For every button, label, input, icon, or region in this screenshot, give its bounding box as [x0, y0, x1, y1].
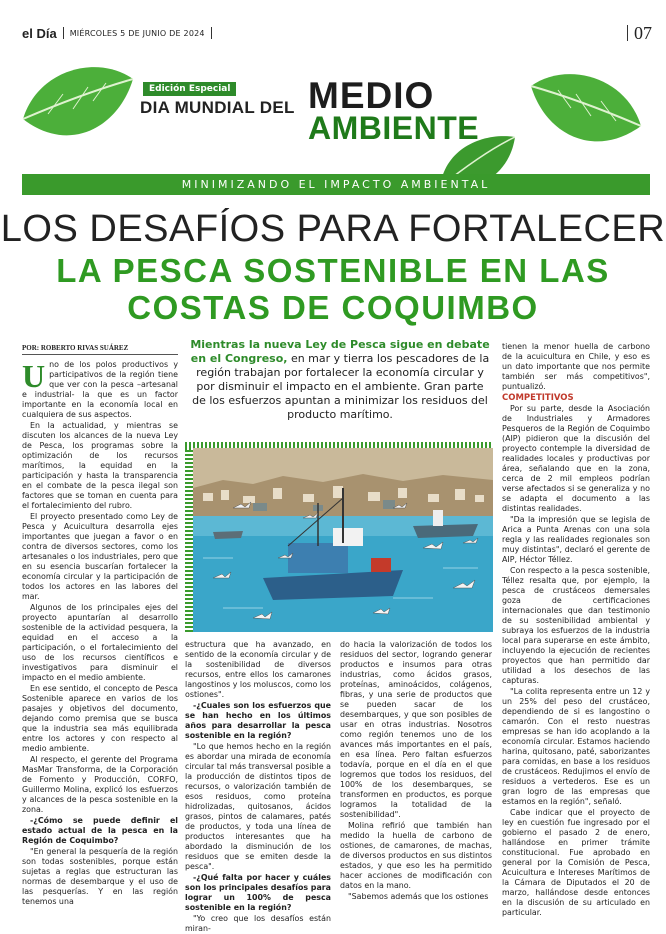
paragraph: "Lo que hemos hecho en la región es abordar una mirada de economía circular tal más transversal posible a la producción de distintos tipos de recursos, o valorización también de esos residuos, como proteína hidrolizadas, quitosanos, ácidos grasos, pintos de calamares, patés de productos, y toda una línea de productos interesantes que ha abordado la disminución de los residuos que se emiten desde la pesca". [185, 742, 331, 871]
interview-question: -¿Qué falta por hacer y cuáles son los principales desafíos para lograr un 100% de pesca sostenible en la región? [185, 873, 331, 912]
issue-date: MIÉRCOLES 5 DE JUNIO DE 2024 [69, 28, 205, 38]
article-lead [190, 338, 490, 422]
headline-line-1: LOS DESAFÍOS PARA FORTALECER [0, 208, 666, 250]
headline-line-3: COSTAS DE COQUIMBO [127, 289, 539, 326]
paragraph: "La colita representa entre un 12 y un 25% del peso del crustáceo, dependiendo de si es langostino o camarón. Con el resto nuestras empresas se han ido acoplando a la economía circular. Estamos haciendo harina, quitosano, paté, saborizantes para comidas, en base a los residuos de crustáceos. Redujimos el envío de residuos a vertederos. Ese es un gran logro de las empresas que estamos en la región", señaló. [502, 687, 650, 806]
page-header [22, 22, 652, 44]
interview-question: -¿Cómo se puede definir el estado actual de la pesca en la Región de Coquimbo? [22, 816, 178, 845]
paragraph: "Da la impresión que se legisla de Arica a Punta Arenas con una sola regla y las realidades regionales son muy distintas", declaró el gerente de AIP, Héctor Téllez. [502, 515, 650, 564]
dia-mundial-label [140, 98, 295, 118]
photo-container [185, 442, 493, 632]
ambiente-title: AMBIENTE [308, 110, 480, 146]
paragraph: Molina refirió que también han medido la huella de carbono de ostiones, de camarones, de machas, de diversos productos en sus distintos estados, y que eso les ha permitido hacer acciones de modificación con datos en la mano. [340, 821, 492, 890]
header-divider [211, 27, 212, 39]
leaf-left-icon [18, 59, 138, 159]
paragraph: do hacia la valorización de todos los residuos del sector, logrando generar productos e insumos para otras industrias, como ácidos grasos, proteínas, aminoácidos, colágenos, fibras, y una serie de productos que se pueden sacar de los desembarques, y que son posibles de usar en otras industrias. Nosotros como región tenemos uno de los avances más importantes en el país, en esa línea. Pero faltan esfuerzos todavía, porque en el día en el que logremos que todos los residuos, del 100% de los desembarques, se transformen en productos, es porque logramos la totalidad de la sostenibilidad". [340, 640, 492, 819]
page-number-value: 07 [634, 22, 652, 43]
paragraph: En ese sentido, el concepto de Pesca Sostenible aparece en varios de los pasajes y objetivos del documento, dejando como premisa que se busca que la industria sea más equilibrada entre los actores y con respecto al medio ambiente. [22, 684, 178, 753]
page-number [621, 23, 652, 44]
paragraph: El proyecto presentado como Ley de Pesca y Acuicultura desarrolla ejes importantes que juegan a favor o en contra de diversos sectores, como los artesanales o los industriales, pero que en su esencia buscarían fortalecer la economía circular y la participación de todos los actores en las labores del mar. [22, 512, 178, 601]
interview-question: -¿Cuales son los esfuerzos que se han hecho en los últimos años para desarrollar la pesca sostenible en la región? [185, 701, 331, 740]
article-column-1 [22, 358, 178, 906]
newspaper-logo: el Día [22, 25, 57, 41]
byline: POR: ROBERTO RIVAS SUÁREZ [22, 344, 178, 355]
header-divider [63, 27, 64, 39]
paragraph: Por su parte, desde la Asociación de Industriales y Armadores Pesqueros de la Región de Coquimbo (AIP) pidieron que la discusión del proyecto contemple la diversidad de realidades locales y productivas por área, señalando que en la zona, cerca de 2 mil empleos podrían verse afectados si se generaliza y no se adapta el documento a las distintas realidades. [502, 404, 650, 513]
edition-label: Edición Especial [143, 82, 236, 96]
paragraph: "En general la pesquería de la región son todas sostenibles, porque están sujetas a reglas que estructuran las normas de desembarque y el uso de las pesquerías. Y en las región tenemos una [22, 847, 178, 906]
paragraph: tienen la menor huella de carbono de la acuicultura en Chile, y eso es un dato importante que nos permite también ser más competitivos", puntualizó. [502, 342, 650, 391]
paragraph: estructura que ha avanzado, en sentido de la economía circular y de la sostenibilidad de diversos recursos, entre ellos los camarones langostinos y los moluscos, como los ostiones". [185, 640, 331, 699]
drop-cap: U [22, 358, 46, 394]
paragraph: "Sabemos además que los ostiones [348, 892, 489, 901]
paragraph: En la actualidad, y mientras se discuten los alcances de la nueva Ley de Pesca, los programas sobre la optimización de los recursos marítimos, la equidad en la participación y hasta la transparencia en el combate de la pesca ilegal son factores que se toman en cuenta para el fortalecimiento del rubro. [22, 421, 178, 510]
lead-text: en mar y tierra los pescadores de la región trabajan por fortalecer la economía circular y por disminuir el impacto en el ambiente. Gran parte de los esfuerzos apuntan a minimizar los residuos del producto marítimo. [192, 352, 490, 421]
lead-highlight: Mientras la nueva Ley de Pesca sigue en debate en el Congreso, [190, 338, 490, 365]
fishing-boat-photo [193, 448, 493, 632]
headline-line-2: LA PESCA SOSTENIBLE EN LAS [56, 252, 610, 289]
dia-prefix: DIA [140, 98, 175, 117]
mundial-del: MUNDIAL DEL [174, 98, 295, 117]
article-column-4 [502, 342, 650, 917]
section-bar: MINIMIZANDO EL IMPACTO AMBIENTAL [22, 174, 650, 195]
paragraph: no de los polos productivos y participativos de la región tiene que ver con la pesca –artesanal e industrial- la que es un factor importante en la economía local en cualquiera de sus aspectos. [22, 360, 178, 419]
headline-lines-2-3 [0, 252, 666, 326]
paragraph: "Yo creo que los desafíos están miran- [185, 914, 331, 933]
paragraph: Al respecto, el gerente del Programa MasMar Transforma, de la Corporación de Fomento y Producción, CORFO, Guillermo Molina, explicó los esfuerzos y alcances de la pesca sostenible en la zona. [22, 755, 178, 814]
paragraph: Algunos de los principales ejes del proyecto apuntarían al desarrollo sostenible de la actividad pesquera, la equidad en el acceso a la participación, o el fortalecimiento del uso de los recursos científicos e investigativos para disminuir el impacto en el medio ambiente. [22, 603, 178, 682]
paragraph: Cabe indicar que el proyecto de ley en cuestión fue ingresado por el gobierno el pasado 2 de enero, hallándose en primer trámite constitucional. Fue aprobado en general por la Comisión de Pesca, Acuicultura e Intereses Marítimos de la Cámara de Diputados el 20 de marzo, hallándose desde entonces en la discusión de su articulado en particular. [502, 808, 650, 917]
section-subhead: COMPETITIVOS [502, 393, 574, 403]
article-column-3 [340, 640, 492, 901]
article-column-2 [185, 640, 331, 933]
leaf-right-icon [526, 61, 646, 161]
medio-title: MEDIO [308, 75, 435, 116]
paragraph: Con respecto a la pesca sostenible, Téllez resalta que, por ejemplo, la pesca de crustáceos demersales goza de certificaciones internacionales que dan testimonio de su sostenibilidad ambiental y subraya los esfuerzos de la industria local para superarse en este ámbito, incluyendo la ejecución de recientes proyectos que han permitido dar utilidad a los desechos de las capturas. [502, 566, 650, 685]
